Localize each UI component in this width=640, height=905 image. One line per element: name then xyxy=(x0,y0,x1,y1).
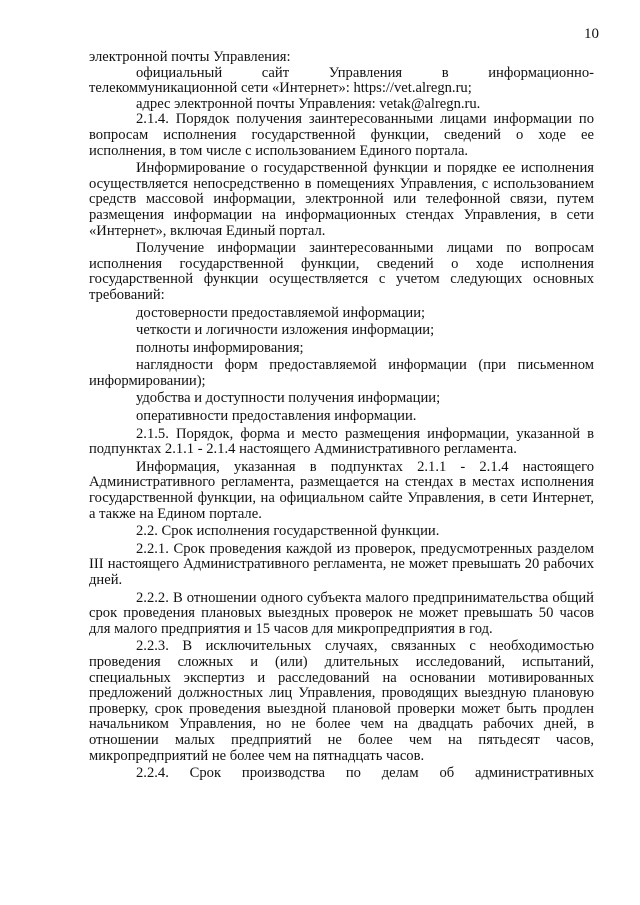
list-item: полноты информирования; xyxy=(136,339,304,356)
list-item: удобства и доступности получения информации; xyxy=(136,390,441,407)
paragraph: Информирование о государственной функции и порядке ее исполнения осуществляется непосредственно в помещениях Управления, с использованием средств массовой информации, электронной или телефонной связи, путем размещения информации на информационных стендах Управления, в сети «Интернет», включая Единый портал. xyxy=(89,160,594,239)
paragraph: 2.2.3. В исключительных случаях, связанных с необходимостью проведения сложных и (или) длительных исследований, испытаний, специальных экспертиз и расследований на основании мотивированных предложений должностных лиц Управления, проводящих выездную плановую проверку, срок проведения выездной плановой проверки может быть продлен начальником Управления, но не более чем на двадцать рабочих дней, в отношении малых предприятий не более чем на пятьдесят часов, микропредприятий не более чем на пятнадцать часов. xyxy=(89,638,594,764)
paragraph: 2.2.1. Срок проведения каждой из проверок, предусмотренных разделом III настоящего Административного регламента, не может превышать 20 рабочих дней. xyxy=(89,540,594,588)
paragraph: 2.2.4. Срок производства по делам об административных xyxy=(136,765,594,782)
paragraph: Получение информации заинтересованными лицами по вопросам исполнения государственной функции, сведений о ходе исполнения государственной функции осуществляется с учетом следующих основных требований: xyxy=(89,240,594,303)
paragraph: Информация, указанная в подпунктах 2.1.1 - 2.1.4 настоящего Административного регламента, размещается на стендах в местах исполнения государственной функции, на официальном сайте Управления, в сети Интернет, а также на Едином портале. xyxy=(89,458,594,522)
list-item: оперативности предоставления информации. xyxy=(136,408,417,425)
paragraph: 2.1.5. Порядок, форма и место размещения информации, указанной в подпунктах 2.1.1 - 2.1.4 настоящего Административного регламента. xyxy=(89,425,594,458)
paragraph: адрес электронной почты Управления: vetak@alregn.ru. xyxy=(136,95,481,112)
page-number: 10 xyxy=(584,26,599,42)
paragraph: телекоммуникационной сети «Интернет»: https://vet.alregn.ru; xyxy=(89,80,472,97)
paragraph: 2.2.2. В отношении одного субъекта малого предпринимательства общий срок проведения плановых выездных проверок не может превышать 50 часов для малого предприятия и 15 часов для микропредприятия в год. xyxy=(89,589,594,637)
list-item: достоверности предоставляемой информации; xyxy=(136,304,426,321)
paragraph: 2.1.4. Порядок получения заинтересованными лицами информации по вопросам исполнения государственной функции, сведений о ходе ее исполнения, в том числе с использованием Единого портала. xyxy=(89,111,594,159)
paragraph: электронной почты Управления: xyxy=(89,49,291,65)
paragraph: официальный сайт Управления в информационно- xyxy=(136,64,594,81)
list-item: наглядности форм предоставляемой информации (при письменном информировании); xyxy=(89,357,594,389)
list-item: четкости и логичности изложения информации; xyxy=(136,322,435,339)
document-body xyxy=(89,50,594,782)
section-heading: 2.2. Срок исполнения государственной функции. xyxy=(136,523,440,540)
